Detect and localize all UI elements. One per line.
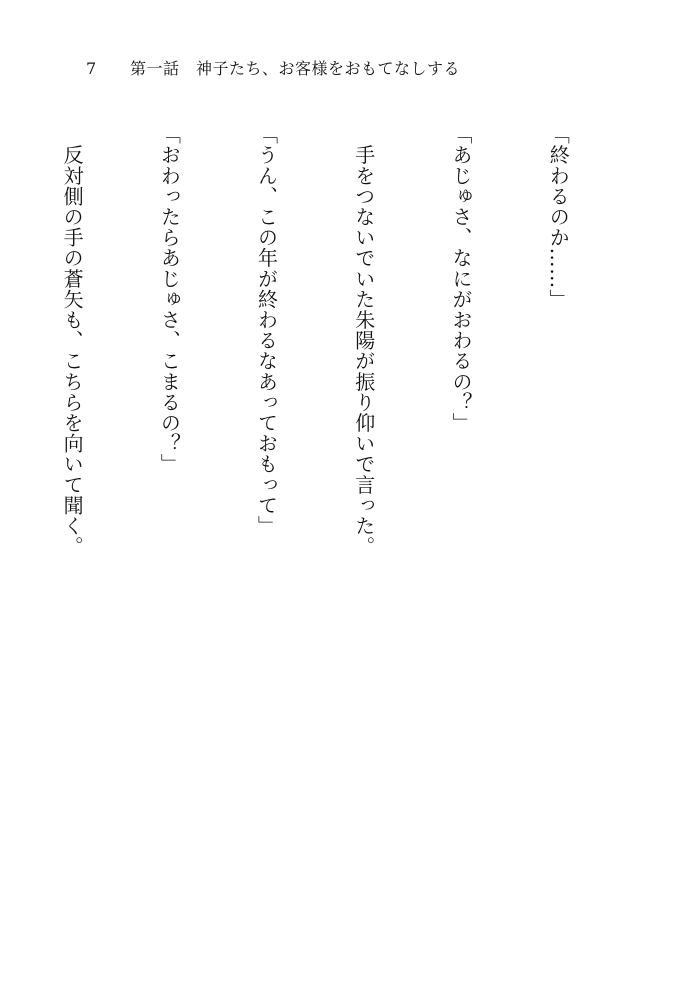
text-line: 「あじゅさ、なにがおわるの？」	[448, 124, 473, 433]
text-line: 反対側の手の蒼矢も、こちらを向いて聞く。	[60, 124, 85, 557]
page-number: 7	[86, 59, 97, 78]
page-header	[0, 56, 697, 82]
text-line: 「うん、この年が終わるなあっておもって」	[254, 124, 279, 536]
running-title: 第一話 神子たち、お客様をおもてなしする	[130, 59, 461, 78]
text-line: 「終わるのか……」	[546, 124, 571, 310]
vertical-body-text	[0, 124, 639, 954]
text-line: 手をつないでいた朱陽が振り仰いで言った。	[351, 124, 376, 557]
text-line: 「おわったらあじゅさ、こまるの？」	[157, 124, 182, 475]
